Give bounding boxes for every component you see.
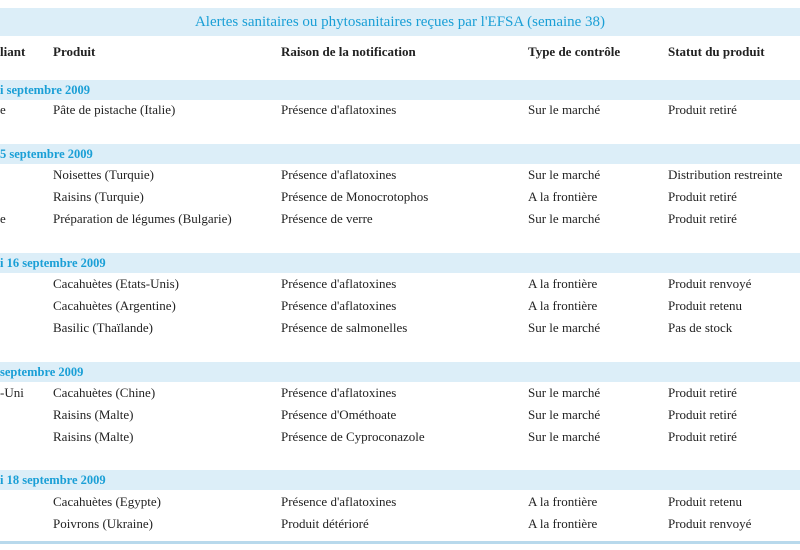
cell-status: Produit retenu (668, 298, 743, 313)
table-row (0, 164, 800, 186)
cell-notifying-country: e (0, 211, 6, 226)
cell-product: Pâte de pistache (Italie) (53, 102, 176, 117)
cell-product: Cacahuètes (Chine) (53, 385, 156, 400)
date-label: 5 septembre 2009 (0, 147, 93, 161)
table-header-row (0, 44, 800, 70)
cell-control-type: Sur le marché (528, 429, 601, 444)
cell-product: Cacahuètes (Egypte) (53, 494, 161, 509)
cell-control-type: Sur le marché (528, 211, 601, 226)
cell-status: Produit renvoyé (668, 516, 752, 531)
cell-reason: Présence d'aflatoxines (281, 167, 397, 182)
cell-status: Produit retiré (668, 407, 737, 422)
cell-status: Produit renvoyé (668, 276, 752, 291)
cell-product: Basilic (Thaïlande) (53, 320, 153, 335)
cell-reason: Présence de salmonelles (281, 320, 408, 335)
table-row (0, 382, 800, 404)
cell-status: Pas de stock (668, 320, 733, 335)
table-title: Alertes sanitaires ou phytosanitaires reçues par l'EFSA (semaine 38) (0, 8, 800, 36)
cell-reason: Présence d'Ométhoate (281, 407, 397, 422)
date-band (0, 362, 800, 382)
header-cell: Raison de la notification (281, 44, 416, 59)
table-row (0, 99, 800, 121)
cell-product: Cacahuètes (Argentine) (53, 298, 176, 313)
cell-product: Cacahuètes (Etats-Unis) (53, 276, 179, 291)
table-row (0, 273, 800, 295)
cell-status: Produit retiré (668, 102, 737, 117)
header-cell: Statut du produit (668, 44, 765, 59)
date-band (0, 144, 800, 164)
cell-reason: Présence d'aflatoxines (281, 298, 397, 313)
cell-reason: Présence de Monocrotophos (281, 189, 429, 204)
cell-product: Raisins (Turquie) (53, 189, 144, 204)
header-cell: Type de contrôle (528, 44, 621, 59)
table-row (0, 426, 800, 448)
cell-product: Raisins (Malte) (53, 429, 134, 444)
cell-product: Raisins (Malte) (53, 407, 134, 422)
cell-control-type: Sur le marché (528, 385, 601, 400)
header-cell: liant (0, 44, 26, 59)
date-band (0, 470, 800, 490)
table-row (0, 513, 800, 535)
date-band (0, 253, 800, 273)
table-row (0, 208, 800, 230)
cell-reason: Produit détérioré (281, 516, 369, 531)
table-row (0, 404, 800, 426)
cell-reason: Présence d'aflatoxines (281, 102, 397, 117)
date-label: septembre 2009 (0, 365, 84, 379)
cell-control-type: A la frontière (528, 189, 598, 204)
cell-reason: Présence de verre (281, 211, 373, 226)
cell-control-type: A la frontière (528, 276, 598, 291)
date-label: i 16 septembre 2009 (0, 256, 106, 270)
cell-reason: Présence d'aflatoxines (281, 385, 397, 400)
date-label: i 18 septembre 2009 (0, 473, 106, 487)
date-label: i septembre 2009 (0, 83, 91, 97)
cell-status: Produit retiré (668, 385, 737, 400)
table-row (0, 186, 800, 208)
cell-status: Distribution restreinte (668, 167, 783, 182)
cell-control-type: Sur le marché (528, 407, 601, 422)
cell-control-type: Sur le marché (528, 102, 601, 117)
cell-notifying-country: -Uni (0, 385, 24, 400)
cell-reason: Présence d'aflatoxines (281, 276, 397, 291)
cell-status: Produit retiré (668, 429, 737, 444)
cell-reason: Présence de Cyproconazole (281, 429, 425, 444)
cell-control-type: Sur le marché (528, 320, 601, 335)
table-row (0, 317, 800, 339)
table-row (0, 491, 800, 513)
cell-status: Produit retiré (668, 189, 737, 204)
cell-notifying-country: e (0, 102, 6, 117)
cell-product: Poivrons (Ukraine) (53, 516, 154, 531)
table-row (0, 295, 800, 317)
cell-status: Produit retiré (668, 211, 737, 226)
cell-status: Produit retenu (668, 494, 743, 509)
date-band (0, 80, 800, 100)
bottom-divider (0, 541, 800, 544)
cell-control-type: A la frontière (528, 494, 598, 509)
cell-control-type: A la frontière (528, 516, 598, 531)
cell-control-type: A la frontière (528, 298, 598, 313)
header-cell: Produit (53, 44, 96, 59)
cell-control-type: Sur le marché (528, 167, 601, 182)
cell-product: Préparation de légumes (Bulgarie) (53, 211, 232, 226)
cell-reason: Présence d'aflatoxines (281, 494, 397, 509)
cell-product: Noisettes (Turquie) (53, 167, 154, 182)
